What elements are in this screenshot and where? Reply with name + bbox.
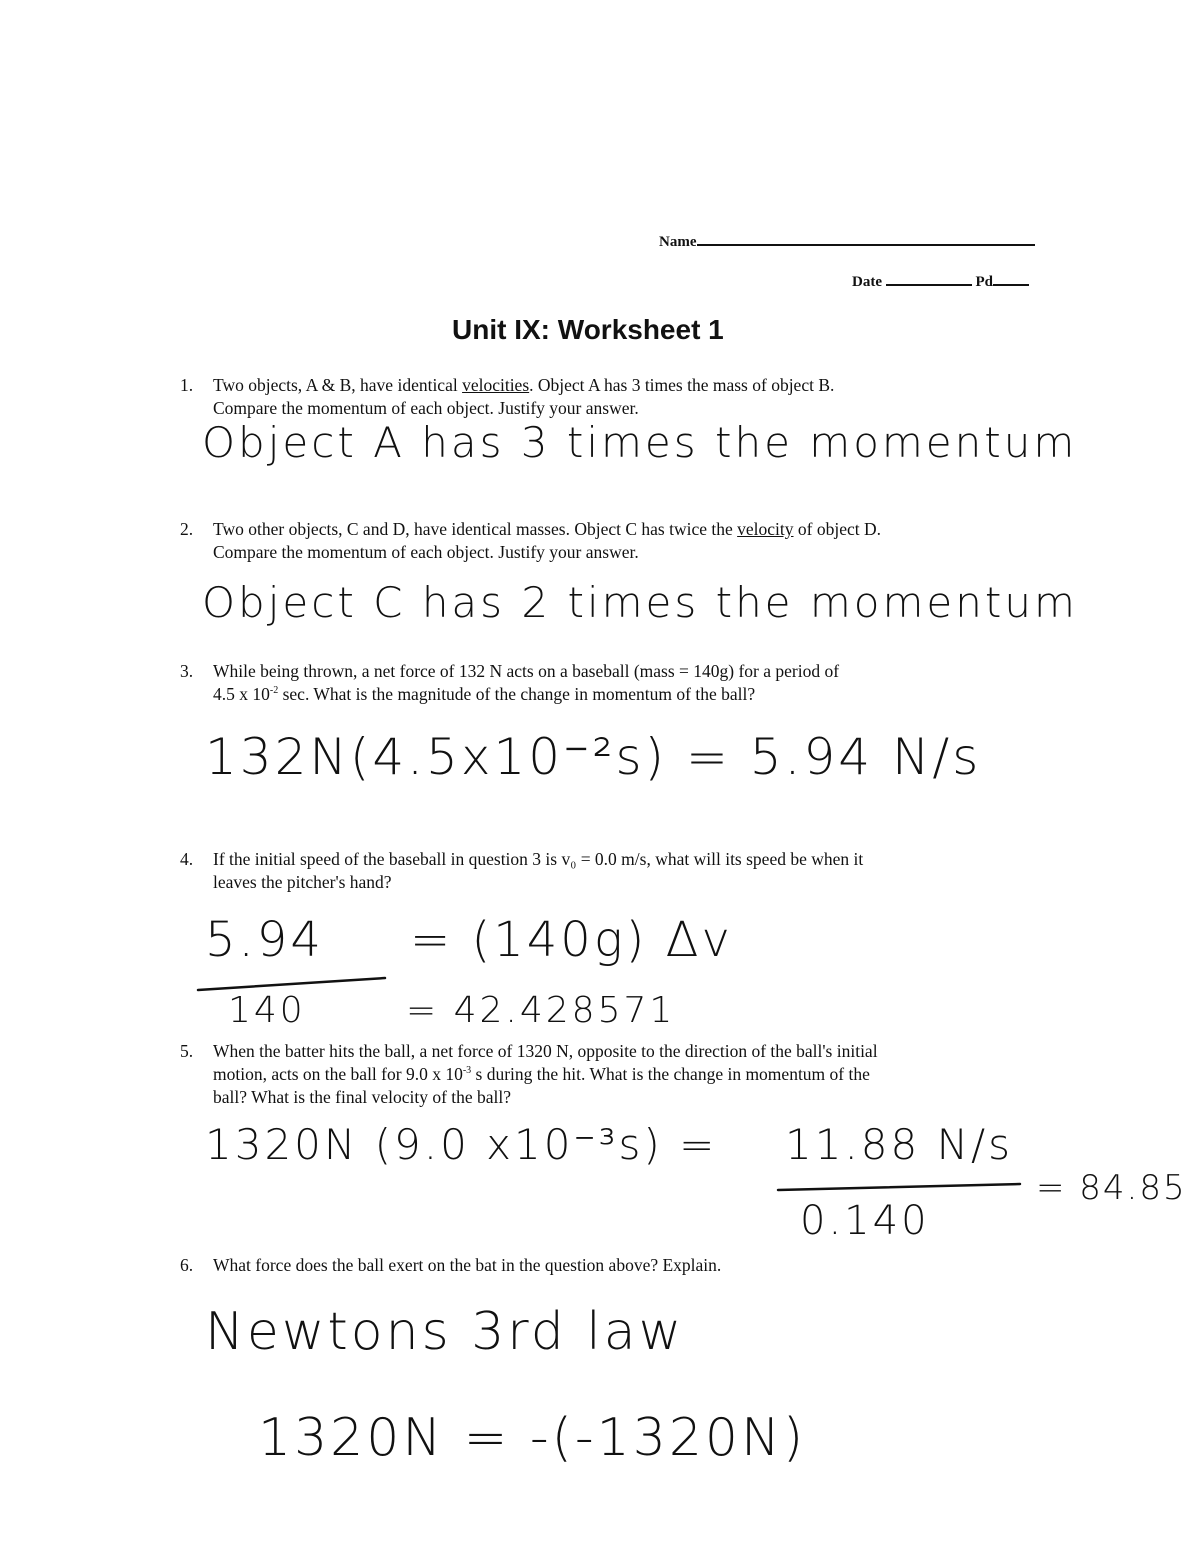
period-label: Pd [975, 274, 994, 290]
exponent: -3 [462, 1065, 472, 1077]
question-text: Compare the momentum of each object. Justify your answer. [213, 542, 639, 562]
name-label: Name [659, 234, 697, 250]
question-text: When the batter hits the ball, a net force of 1320 N, opposite to the direction of the ball's initial [213, 1041, 878, 1061]
answer-6-line1: Newtons 3rd law [205, 1302, 685, 1362]
question-text: ball? What is the final velocity of the ball? [213, 1087, 512, 1107]
answer-5-numerator: 11.88 N/s [785, 1120, 1014, 1169]
question-number: 4. [180, 849, 194, 869]
answer-2: Object C has 2 times the momentum [202, 578, 1078, 627]
question-text: Two objects, A & B, have identical [213, 375, 463, 395]
question-text: sec. What is the magnitude of the change in momentum of the ball? [278, 684, 756, 704]
fraction-bar-q5 [778, 1184, 1020, 1190]
question-number: 1. [180, 375, 194, 395]
answer-4-result: = 42.428571 [406, 990, 676, 1031]
answer-3: 132N(4.5x10⁻²s) = 5.94 N/s [205, 728, 982, 786]
page-title: Unit IX: Worksheet 1 [452, 314, 724, 345]
exponent: -2 [269, 685, 279, 697]
question-text: If the initial speed of the baseball in question 3 is v₀ = 0.0 m/s, what will its speed be when it [213, 849, 864, 869]
question-number: 5. [180, 1041, 194, 1061]
question-underlined-term: velocities [462, 375, 530, 395]
question-text: Two other objects, C and D, have identical masses. Object C has twice the [213, 519, 738, 539]
answer-4-numerator: 5.94 [205, 912, 324, 968]
answer-5-result: = 84.85 [1036, 1168, 1187, 1208]
question-text: of object D. [793, 519, 881, 539]
question-text: motion, acts on the ball for 9.0 x 10 [213, 1064, 463, 1084]
question-text: 4.5 x 10 [213, 684, 270, 704]
answer-1: Object A has 3 times the momentum [202, 418, 1078, 467]
question-text: What force does the ball exert on the bat in the question above? Explain. [213, 1255, 722, 1275]
question-text: leaves the pitcher's hand? [213, 872, 392, 892]
question-underlined-term: velocity [737, 519, 794, 539]
answer-4-equation: = (140g) Δv [410, 912, 733, 968]
question-number: 6. [180, 1255, 194, 1275]
question-number: 2. [180, 519, 194, 539]
answer-6-line2: 1320N = -(-1320N) [258, 1408, 807, 1468]
date-label: Date [852, 274, 882, 290]
question-number: 3. [180, 661, 194, 681]
question-text: Compare the momentum of each object. Justify your answer. [213, 398, 639, 418]
question-text: s during the hit. What is the change in momentum of the [471, 1064, 870, 1084]
fraction-bar-q4 [198, 978, 385, 990]
answer-5-denominator: 0.140 [800, 1198, 930, 1244]
question-text: While being thrown, a net force of 132 N acts on a baseball (mass = 140g) for a period of [213, 661, 840, 681]
answer-5-equation: 1320N (9.0 x10⁻³s) = [205, 1120, 718, 1169]
answer-4-denominator: 140 [228, 990, 306, 1031]
question-text: . Object A has 3 times the mass of object B. [529, 375, 835, 395]
